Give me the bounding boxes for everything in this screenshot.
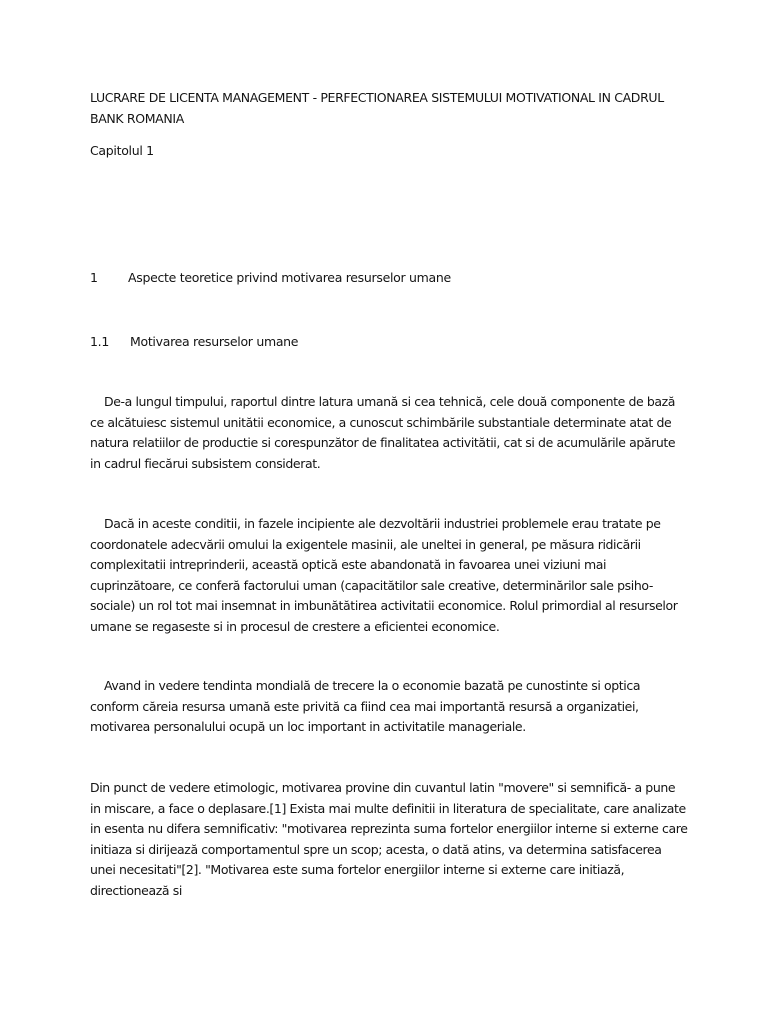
paragraph: Din punct de vedere etimologic, motivarea provine din cuvantul latin "movere" si semnifică- a pune in miscare, a face o deplasare.[1] Exista mai multe definitii in literatura de specialitate, care analizate in esenta nu difera semnificativ: "motivarea reprezinta suma fortelor energiilor interne si externe care initiaza si dirijează comportamentul spre un scop; acesta, o dată atins, va determina satisfacerea unei necesitati"[2]. "Motivarea este suma fortelor energiilor interne si externe care initiază, directionează si — [90, 780, 688, 898]
subsection-number: 1.1 — [90, 334, 109, 349]
section-title: Aspecte teoretice privind motivarea resurselor umane — [128, 270, 451, 285]
paragraph: De-a lungul timpului, raportul dintre latura umană si cea tehnică, cele două componente de bază ce alcătuiesc sistemul unitătii economice, a cunoscut schimbările substantiale determinate atat de natura relatiilor de productie si corespunzător de finalitatea activitătii, cat si de acumulările apărute in cadrul fiecărui subsistem considerat. — [90, 394, 676, 471]
subsection-title: Motivarea resurselor umane — [130, 334, 299, 349]
section-number: 1 — [90, 270, 98, 285]
chapter-heading: Capitolul 1 — [90, 143, 154, 158]
section-heading-1 — [90, 267, 451, 288]
subsection-heading-1-1 — [90, 331, 298, 352]
paragraph: Dacă in aceste conditii, in fazele incipiente ale dezvoltării industriei problemele erau tratate pe coordonatele adecvării omului la exigentele masinii, ale uneltei in general, pe măsura ridicării complexitatii intreprinderii, această optică este abandonată in favoarea unei viziuni mai cuprinzătoare, ce conferă factorului uman (capacitătilor sale creative, determinărilor sale psiho-sociale) un rol tot mai insemnat in imbunătătirea activitatii economice. Rolul primordial al resurselor umane se regaseste si in procesul de crestere a eficientei economice. — [90, 516, 678, 634]
paragraph: Avand in vedere tendinta mondială de trecere la o economie bazată pe cunostinte si optica conform căreia resursa umană este privită ca fiind cea mai importantă resursă a organizatiei, motivarea personalului ocupă un loc important in activitatile manageriale. — [90, 678, 641, 734]
document-title: LUCRARE DE LICENTA MANAGEMENT - PERFECTIONAREA SISTEMULUI MOTIVATIONAL IN CADRUL BANK ROMANIA — [90, 90, 664, 126]
